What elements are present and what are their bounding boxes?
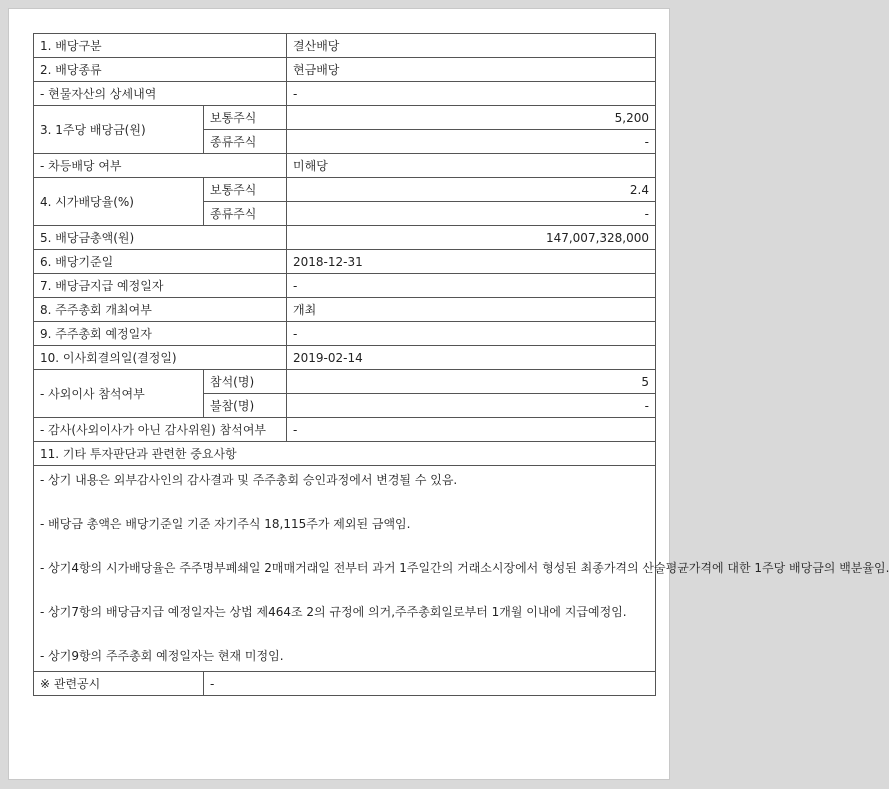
record-date-label: 6. 배당기준일	[34, 250, 287, 274]
in-kind-details-label: - 현물자산의 상세내역	[34, 82, 287, 106]
row-in-kind-details	[34, 82, 656, 106]
note-item: - 상기 내용은 외부감사인의 감사결과 및 주주총회 승인과정에서 변경될 수 있음.	[40, 473, 458, 487]
row-board-date	[34, 346, 656, 370]
auditor-attendance-value: -	[287, 418, 656, 442]
row-agm-date	[34, 322, 656, 346]
yield-pref-value: -	[287, 202, 656, 226]
row-record-date	[34, 250, 656, 274]
dividend-type-label: 1. 배당구분	[34, 34, 287, 58]
absent-value: -	[287, 394, 656, 418]
row-dividend-kind	[34, 58, 656, 82]
total-dividend-label: 5. 배당금총액(원)	[34, 226, 287, 250]
auditor-attendance-label: - 감사(사외이사가 아닌 감사위원) 참석여부	[34, 418, 287, 442]
other-matters-notes	[34, 466, 889, 672]
note-item: - 상기9항의 주주총회 예정일자는 현재 미정임.	[40, 649, 284, 663]
agm-date-label: 9. 주주총회 예정일자	[34, 322, 287, 346]
yield-pref-label: 종류주식	[204, 202, 287, 226]
dps-label: 3. 1주당 배당금(원)	[34, 106, 204, 154]
board-date-value: 2019-02-14	[287, 346, 656, 370]
related-disclosures-value: -	[204, 672, 656, 696]
note-item: - 상기4항의 시가배당율은 주주명부폐쇄일 2매매거래일 전부터 과거 1주일간의 거래소시장에서 형성된 최종가격의 산술평균가격에 대한 1주당 배당금의 백분율임.	[40, 561, 889, 575]
present-label: 참석(명)	[204, 370, 287, 394]
row-auditor-attendance	[34, 418, 656, 442]
row-differential-dividend	[34, 154, 656, 178]
differential-dividend-value: 미해당	[287, 154, 656, 178]
agm-held-label: 8. 주주총회 개최여부	[34, 298, 287, 322]
absent-label: 불참(명)	[204, 394, 287, 418]
document-frame	[8, 8, 889, 780]
note-item: - 배당금 총액은 배당기준일 기준 자기주식 18,115주가 제외된 금액임.	[40, 517, 411, 531]
agm-held-value: 개최	[287, 298, 656, 322]
in-kind-details-value: -	[287, 82, 656, 106]
dividend-disclosure-table	[33, 33, 889, 696]
row-other-matters-body	[34, 466, 656, 672]
payment-date-label: 7. 배당금지급 예정일자	[34, 274, 287, 298]
outside-directors-label: - 사외이사 참석여부	[34, 370, 204, 418]
other-matters-heading: 11. 기타 투자판단과 관련한 중요사항	[34, 442, 656, 466]
row-agm-held	[34, 298, 656, 322]
row-dividend-type	[34, 34, 656, 58]
differential-dividend-label: - 차등배당 여부	[34, 154, 287, 178]
dividend-kind-label: 2. 배당종류	[34, 58, 287, 82]
dps-pref-value: -	[287, 130, 656, 154]
dps-pref-label: 종류주식	[204, 130, 287, 154]
record-date-value: 2018-12-31	[287, 250, 656, 274]
row-outside-directors-present	[34, 370, 656, 394]
total-dividend-value: 147,007,328,000	[287, 226, 656, 250]
row-total-dividend	[34, 226, 656, 250]
row-related-disclosures	[34, 672, 656, 696]
present-value: 5	[287, 370, 656, 394]
row-dps-common	[34, 106, 656, 130]
related-disclosures-label: ※ 관련공시	[34, 672, 204, 696]
agm-date-value: -	[287, 322, 656, 346]
yield-common-value: 2.4	[287, 178, 656, 202]
dividend-kind-value: 현금배당	[287, 58, 656, 82]
dps-common-label: 보통주식	[204, 106, 287, 130]
yield-label: 4. 시가배당율(%)	[34, 178, 204, 226]
board-date-label: 10. 이사회결의일(결정일)	[34, 346, 287, 370]
yield-common-label: 보통주식	[204, 178, 287, 202]
row-payment-date	[34, 274, 656, 298]
dividend-type-value: 결산배당	[287, 34, 656, 58]
payment-date-value: -	[287, 274, 656, 298]
row-other-matters-heading	[34, 442, 656, 466]
note-item: - 상기7항의 배당금지급 예정일자는 상법 제464조 2의 규정에 의거,주주총회일로부터 1개월 이내에 지급예정임.	[40, 605, 627, 619]
row-yield-common	[34, 178, 656, 202]
dps-common-value: 5,200	[287, 106, 656, 130]
